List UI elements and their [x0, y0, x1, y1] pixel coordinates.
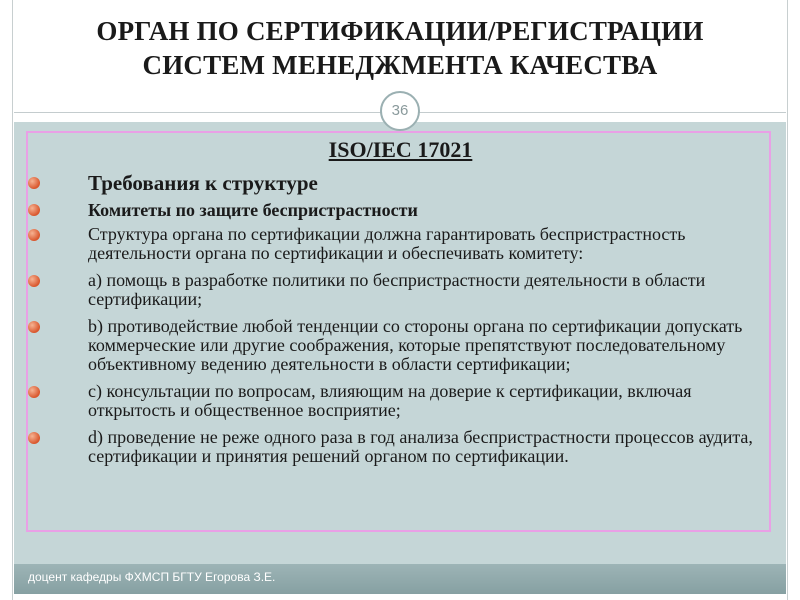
list-item	[28, 382, 773, 420]
bullet-list	[28, 171, 773, 474]
orange-bullet-icon	[28, 229, 40, 241]
list-item-text: Структура органа по сертификации должна гарантировать беспристрастность деятельности органа по сертификации и обеспечивать комитету:	[88, 224, 686, 263]
list-item-text: с) консультации по вопросам, влияющим на доверие к сертификации, включая открытость и общественное восприятие;	[88, 381, 692, 420]
list-item	[28, 225, 773, 263]
list-item-text: Требования к структуре	[88, 171, 318, 195]
list-item	[28, 428, 773, 466]
slide-title	[0, 14, 800, 82]
footer-author: доцент кафедры ФХМСП БГТУ Егорова З.Е.	[28, 570, 276, 584]
footer-bar	[14, 564, 786, 594]
list-item-text: Комитеты по защите беспристрастности	[88, 200, 418, 220]
list-item	[28, 199, 773, 221]
list-item	[28, 317, 773, 374]
orange-bullet-icon	[28, 177, 40, 189]
list-item-text: а) помощь в разработке политики по беспристрастности деятельности в области сертификации;	[88, 270, 706, 309]
orange-bullet-icon	[28, 432, 40, 444]
list-item-text: b) противодействие любой тенденции со стороны органа по сертификации допускать коммерческие или другие соображения, которые препятствуют последовательному объективному ведению деятельности в области сертификации;	[88, 316, 743, 374]
orange-bullet-icon	[28, 321, 40, 333]
title-line-2: СИСТЕМ МЕНЕДЖМЕНТА КАЧЕСТВА	[142, 50, 658, 80]
orange-bullet-icon	[28, 386, 40, 398]
orange-bullet-icon	[28, 204, 40, 216]
orange-bullet-icon	[28, 275, 40, 287]
list-item	[28, 271, 773, 309]
title-line-1: ОРГАН ПО СЕРТИФИКАЦИИ/РЕГИСТРАЦИИ	[96, 16, 704, 46]
list-item	[28, 171, 773, 195]
list-item-text: d) проведение не реже одного раза в год анализа беспристрастности процессов аудита, сертификации и принятия решений органом по сертификации.	[88, 427, 753, 466]
standard-subtitle: ISO/IEC 17021	[328, 137, 473, 162]
page-number-badge: 36	[380, 91, 420, 131]
